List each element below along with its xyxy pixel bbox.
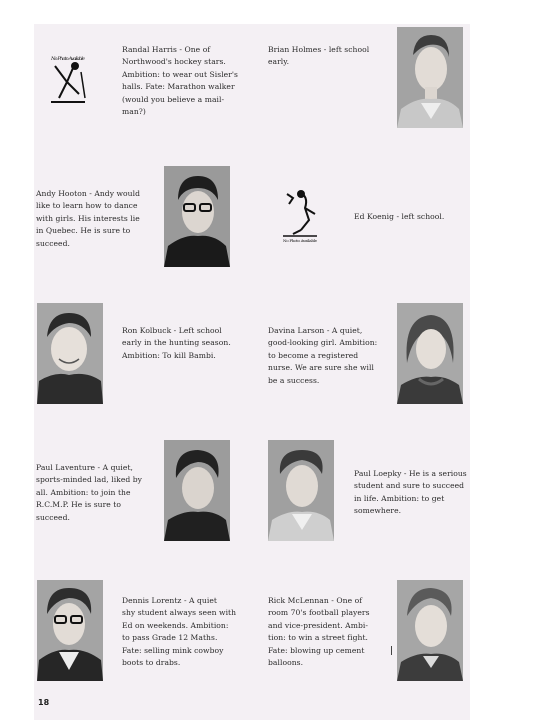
cartoon-caption-middle: No Photo Available [283, 238, 317, 243]
bio-harris: Randal Harris - One of Northwood's hockey stars. Ambition: to wear out Sisler's halls. Fate: Marathon walker (would you believe a mail- man?) [122, 45, 238, 117]
bio-laventure: Paul Laventure - A quiet, sports-minded lad, liked by all. Ambition: to join the R.C.M.P. He is sure to succeed. [36, 463, 142, 522]
portrait-larson [397, 303, 463, 404]
portrait-loepky [268, 440, 334, 541]
bio-lorentz: Dennis Lorentz - A quiet shy student always seen with Ed on weekends. Ambition: to pass Grade 12 Maths. Fate: selling mink cowboy boots to drabs. [122, 596, 237, 668]
cartoon-caption-top: No Photo Available [51, 56, 85, 62]
portrait-mclennan [397, 580, 463, 681]
portrait-laventure [164, 440, 230, 541]
bio-loepky: Paul Loepky - He is a serious student and sure to succeed in life. Ambition: to get somewhere. [354, 469, 467, 516]
portrait-holmes [397, 27, 463, 128]
bio-mclennan: Rick McLennan - One of room 70's football players and vice-president. Ambi- tion: to win a street fight. Fate: blowing up cement balloons. [268, 596, 370, 668]
bio-kolbuck: Ron Kolbuck - Left school early in the hunting season. Ambition: To kill Bambi. [122, 326, 231, 360]
portrait-lorentz [37, 580, 103, 681]
bio-holmes: Brian Holmes - left school early. [268, 45, 370, 67]
page-number: 18 [38, 698, 50, 707]
bio-koenig: Ed Koenig - left school. [354, 212, 445, 221]
portrait-kolbuck [37, 303, 103, 404]
bio-hooton: Andy Hooton - Andy would like to learn how to dance with girls. His interests lie in Quebec. He is sure to succeed. [36, 189, 141, 248]
portrait-hooton [164, 166, 230, 267]
no-photo-cartoon-harris [45, 52, 91, 106]
stray-mark [391, 646, 392, 655]
no-photo-cartoon-koenig [279, 186, 321, 244]
bio-larson: Davina Larson - A quiet, good-looking girl. Ambition: to become a registered nurse. We are sure she will be a success. [268, 326, 378, 385]
